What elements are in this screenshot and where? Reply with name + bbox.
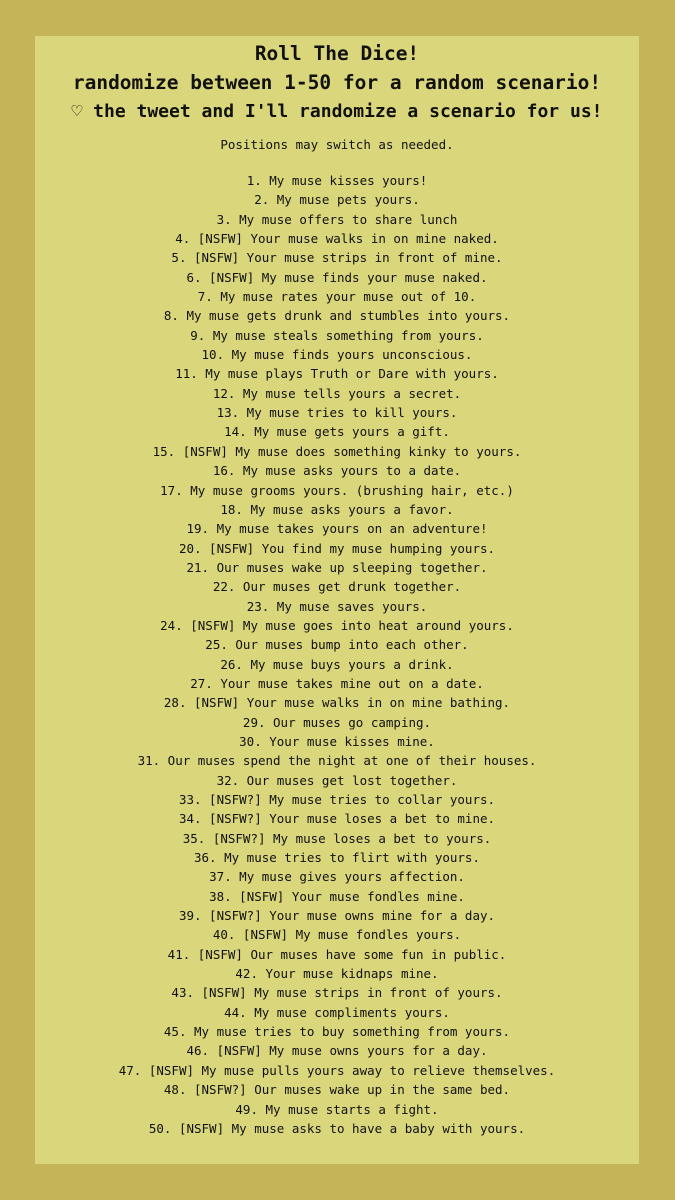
scenario-item: 15. [NSFW] My muse does something kinky to yours. <box>152 443 522 459</box>
scenario-item: 25. Our muses bump into each other. <box>205 637 469 653</box>
scenario-item: 46. [NSFW] My muse owns yours for a day. <box>186 1043 488 1059</box>
scenario-item: 34. [NSFW?] Your muse loses a bet to mine. <box>178 811 496 827</box>
scenario-item: 47. [NSFW] My muse pulls yours away to relieve themselves. <box>118 1062 556 1078</box>
scenario-item: 48. [NSFW?] Our muses wake up in the same bed. <box>163 1082 511 1098</box>
scenario-card <box>35 36 639 1164</box>
scenario-item: 39. [NSFW?] Your muse owns mine for a day. <box>178 908 496 924</box>
scenario-item: 43. [NSFW] My muse strips in front of yours. <box>171 985 503 1001</box>
scenario-item: 2. My muse pets yours. <box>254 192 420 208</box>
scenario-item: 31. Our muses spend the night at one of their houses. <box>137 753 537 769</box>
scenario-item: 27. Your muse takes mine out on a date. <box>190 675 484 691</box>
scenario-item: 45. My muse tries to buy something from yours. <box>163 1024 511 1040</box>
scenario-item: 19. My muse takes yours on an adventure! <box>186 521 488 537</box>
scenario-item: 8. My muse gets drunk and stumbles into yours. <box>163 308 511 324</box>
positions-note: Positions may switch as needed. <box>220 137 454 152</box>
scenario-item: 38. [NSFW] Your muse fondles mine. <box>209 888 465 904</box>
scenario-item: 9. My muse steals something from yours. <box>190 327 484 343</box>
scenario-item: 33. [NSFW?] My muse tries to collar yours. <box>178 792 496 807</box>
scenario-item: 18. My muse asks yours a favor. <box>220 501 454 517</box>
scenario-item: 44. My muse compliments yours. <box>224 1004 450 1020</box>
scenario-item: 3. My muse offers to share lunch <box>216 211 458 227</box>
scenario-item: 49. My muse starts a fight. <box>235 1101 439 1117</box>
scenario-item: 37. My muse gives yours affection. <box>209 869 465 885</box>
scenario-item: 35. [NSFW?] My muse loses a bet to yours. <box>182 830 492 846</box>
scenario-item: 14. My muse gets yours a gift. <box>224 424 450 440</box>
page-subtitle: randomize between 1-50 for a random scenario! <box>72 71 602 94</box>
scenario-item: 41. [NSFW] Our muses have some fun in public. <box>167 946 507 962</box>
scenario-item: 32. Our muses get lost together. <box>216 772 458 788</box>
scenario-item: 12. My muse tells yours a secret. <box>212 385 462 401</box>
scenario-item: 6. [NSFW] My muse finds your muse naked. <box>186 269 488 285</box>
scenario-item: 40. [NSFW] My muse fondles yours. <box>212 927 462 943</box>
scenario-item: 5. [NSFW] Your muse strips in front of mine. <box>171 250 503 266</box>
scenario-item: 26. My muse buys yours a drink. <box>220 656 454 672</box>
scenario-item: 30. Your muse kisses mine. <box>239 733 435 749</box>
scenario-item: 22. Our muses get drunk together. <box>212 579 462 595</box>
scenario-item: 24. [NSFW] My muse goes into heat around yours. <box>160 617 514 633</box>
scenario-item: 10. My muse finds yours unconscious. <box>201 347 473 363</box>
scenario-list <box>35 153 639 1138</box>
page-title: Roll The Dice! <box>254 42 420 65</box>
scenario-item: 28. [NSFW] Your muse walks in on mine bathing. <box>163 695 511 711</box>
scenario-item: 42. Your muse kidnaps mine. <box>235 966 439 982</box>
scenario-item: 23. My muse saves yours. <box>246 598 428 614</box>
scenario-item: 20. [NSFW] You find my muse humping yours. <box>178 540 496 556</box>
page-tagline: ♡ the tweet and I'll randomize a scenario for us! <box>71 101 603 122</box>
scenario-item: 36. My muse tries to flirt with yours. <box>194 850 480 866</box>
scenario-item: 1. My muse kisses yours! <box>246 173 428 188</box>
scenario-item: 11. My muse plays Truth or Dare with yours. <box>175 366 499 382</box>
scenario-item: 17. My muse grooms yours. (brushing hair, etc.) <box>160 482 514 498</box>
scenario-item: 4. [NSFW] Your muse walks in on mine naked. <box>175 231 499 247</box>
scenario-item: 16. My muse asks yours to a date. <box>212 463 462 479</box>
scenario-item: 13. My muse tries to kill yours. <box>216 405 458 421</box>
scenario-item: 7. My muse rates your muse out of 10. <box>197 289 477 305</box>
scenario-item: 50. [NSFW] My muse asks to have a baby with yours. <box>148 1120 526 1136</box>
scenario-item: 29. Our muses go camping. <box>242 714 432 730</box>
scenario-item: 21. Our muses wake up sleeping together. <box>186 559 488 575</box>
